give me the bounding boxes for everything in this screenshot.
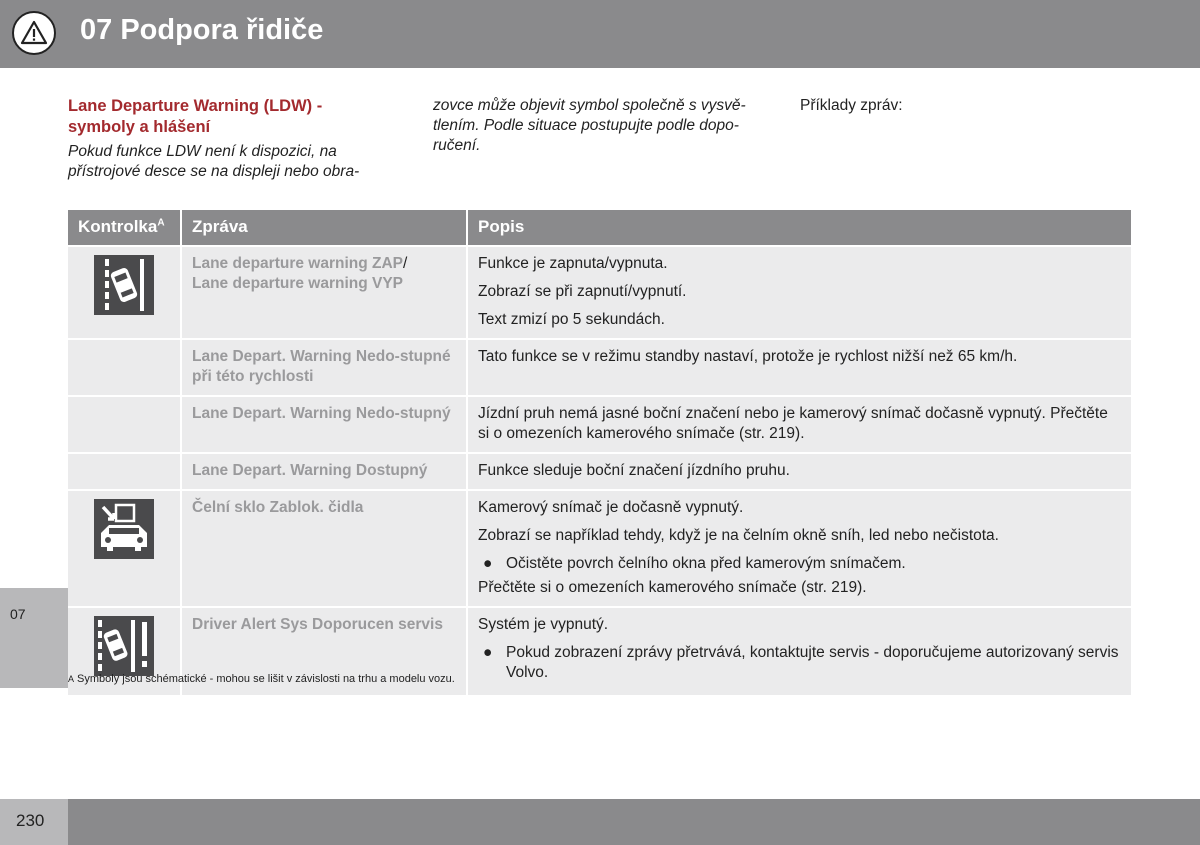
- messages-table: [68, 210, 1131, 695]
- icon-cell: [68, 453, 181, 490]
- header-kontrolka: [68, 210, 181, 246]
- warning-triangle-icon: [12, 11, 56, 55]
- lane-departure-icon: [94, 255, 154, 315]
- driver-alert-icon: [94, 616, 154, 676]
- description-cell: [467, 607, 1131, 695]
- icon-cell: [68, 490, 181, 607]
- message-cell: Lane Depart. Warning Nedo-stupný: [181, 396, 467, 453]
- table-row: [68, 396, 1131, 453]
- page-title: 07 Podpora řidiče: [80, 14, 324, 46]
- footnote-text: Symboly jsou schématické - mohou se lišit v závislosti na trhu a modelu vozu.: [77, 673, 455, 685]
- description-text: Zobrazí se například tehdy, když je na čelním okně sníh, led nebo nečistota.: [478, 527, 999, 544]
- description-text: Funkce sleduje boční značení jízdního pruhu.: [478, 462, 790, 479]
- table-row: [68, 453, 1131, 490]
- section-title: Lane Departure Warning (LDW) - symboly a hlášení: [68, 97, 323, 136]
- examples-label: Příklady zpráv:: [800, 97, 903, 114]
- page-footer: [0, 799, 1200, 845]
- description-cell: [467, 246, 1131, 339]
- description-text: Kamerový snímač je dočasně vypnutý.: [478, 499, 744, 516]
- message-cell: Lane Depart. Warning Dostupný: [181, 453, 467, 490]
- table-row: [68, 490, 1131, 607]
- message-text: Lane departure warning ZAP: [192, 255, 404, 272]
- description-text: Tato funkce se v režimu standby nastaví, protože je rychlost nižší než 65 km/h.: [478, 348, 1018, 365]
- message-cell: Driver Alert Sys Doporucen servis: [181, 607, 467, 695]
- description-text: Text zmizí po 5 sekundách.: [478, 311, 665, 328]
- footnote: [68, 673, 455, 685]
- intro-column-1: [68, 96, 388, 182]
- page-header: [0, 0, 1200, 68]
- description-text: Přečtěte si o omezeních kamerového snímače (str. 219).: [478, 579, 867, 596]
- description-cell: [467, 339, 1131, 396]
- header-icon-tab: [0, 0, 68, 68]
- page-number-box: [0, 799, 68, 845]
- message-cell: [181, 246, 467, 339]
- message-cell: Lane Depart. Warning Nedo-stupné při této rychlosti: [181, 339, 467, 396]
- bullet-text: Očistěte povrch čelního okna před kamerovým snímačem.: [506, 555, 906, 572]
- footnote-mark: A: [68, 674, 75, 684]
- message-cell: Čelní sklo Zablok. čidla: [181, 490, 467, 607]
- footnote-ref: A: [157, 217, 165, 229]
- icon-cell: [68, 339, 181, 396]
- description-cell: [467, 490, 1131, 607]
- bullet-item: [478, 643, 1121, 683]
- chapter-tab-label: 07: [10, 606, 26, 622]
- intro-paragraph-2: zovce může objevit symbol společně s vysvě-tlením. Podle situace postupujte podle dopo-ručení.: [433, 97, 746, 154]
- header-zprava: Zpráva: [181, 210, 467, 246]
- header-popis: Popis: [467, 210, 1131, 246]
- bullet-item: [478, 554, 1121, 574]
- bullet-text: Pokud zobrazení zprávy přetrvává, kontaktujte servis - doporučujeme autorizovaný servis Volvo.: [506, 644, 1119, 681]
- description-cell: [467, 396, 1131, 453]
- description-cell: [467, 453, 1131, 490]
- intro-paragraph-1: Pokud funkce LDW není k dispozici, na přístrojové desce se na displeji nebo obra-: [68, 143, 360, 180]
- windshield-camera-icon: [94, 499, 154, 559]
- description-text: Zobrazí se při zapnutí/vypnutí.: [478, 283, 687, 300]
- message-text-2: Lane departure warning VYP: [192, 275, 404, 292]
- table-header-row: [68, 210, 1131, 246]
- page-number: 230: [16, 811, 45, 830]
- header-kontrolka-label: Kontrolka: [78, 217, 158, 236]
- table-row: [68, 339, 1131, 396]
- bullet-dot-icon: ●: [483, 555, 493, 572]
- bullet-dot-icon: ●: [483, 644, 493, 661]
- chapter-tab: [0, 588, 68, 688]
- intro-column-3: [800, 96, 1100, 116]
- message-separator: /: [403, 255, 408, 272]
- icon-cell: [68, 246, 181, 339]
- description-text: Systém je vypnutý.: [478, 616, 609, 633]
- intro-column-2: [433, 96, 768, 156]
- description-text: Funkce je zapnuta/vypnuta.: [478, 255, 668, 272]
- table-row: [68, 246, 1131, 339]
- icon-cell: [68, 396, 181, 453]
- description-text: Jízdní pruh nemá jasné boční značení nebo je kamerový snímač dočasně vypnutý. Přečtěte si o omezeních kamerového snímače (str. 219).: [478, 405, 1108, 442]
